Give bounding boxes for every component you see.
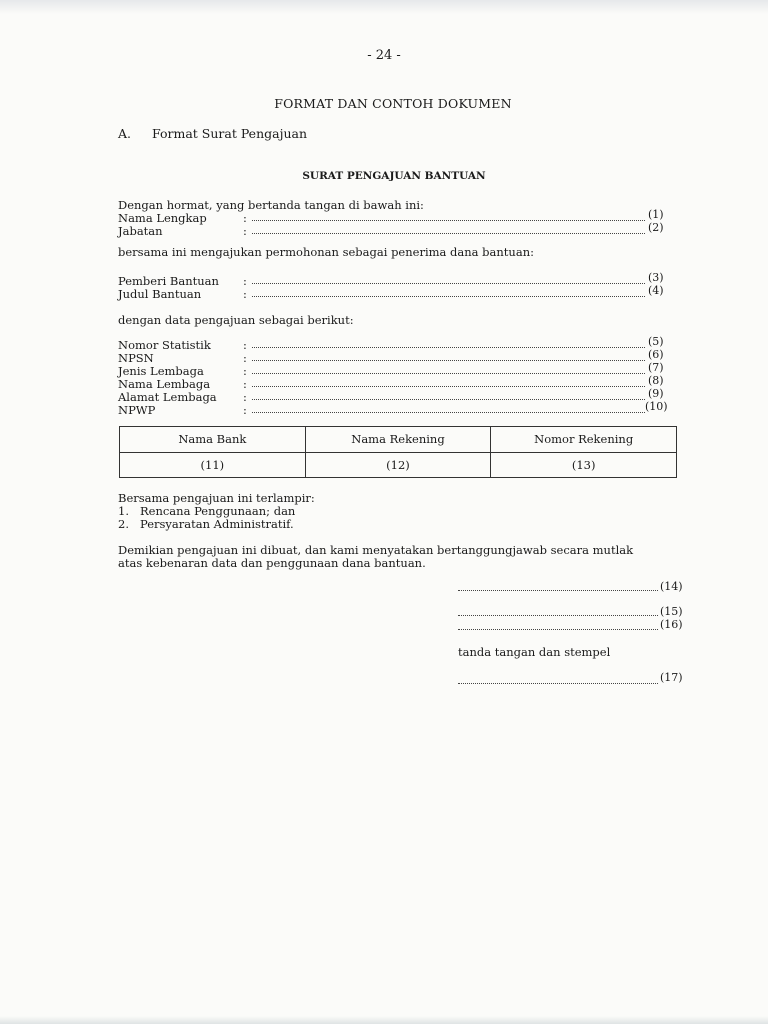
field-label-nama-lengkap: Nama Lengkap bbox=[118, 211, 207, 225]
attachments-heading: Bersama pengajuan ini terlampir: bbox=[118, 491, 315, 505]
field-label-alamat-lembaga: Alamat Lembaga bbox=[118, 390, 217, 404]
scan-top-edge bbox=[0, 0, 768, 14]
field-colon: : bbox=[243, 211, 247, 225]
field-dotted-line-pemberi-bantuan[interactable] bbox=[252, 283, 645, 284]
field-number-6: (6) bbox=[648, 348, 664, 361]
field-label-jenis-lembaga: Jenis Lembaga bbox=[118, 364, 204, 378]
field-colon: : bbox=[243, 403, 247, 417]
table-cell-nomor-rekening[interactable]: (13) bbox=[491, 452, 677, 478]
signature-dotted-line-17[interactable] bbox=[458, 683, 658, 684]
field-colon: : bbox=[243, 338, 247, 352]
field-number-16: (16) bbox=[660, 618, 683, 631]
field-colon: : bbox=[243, 224, 247, 238]
scan-bottom-edge bbox=[0, 1016, 768, 1024]
table-header-nama-rekening: Nama Rekening bbox=[305, 427, 491, 453]
signature-label: tanda tangan dan stempel bbox=[458, 645, 611, 659]
field-label-npwp: NPWP bbox=[118, 403, 156, 417]
field-number-9: (9) bbox=[648, 387, 664, 400]
field-number-14: (14) bbox=[660, 580, 683, 593]
page-number: - 24 - bbox=[367, 48, 401, 63]
table-row bbox=[120, 452, 677, 478]
field-number-2: (2) bbox=[648, 221, 664, 234]
table-header-nama-bank: Nama Bank bbox=[120, 427, 306, 453]
document-title: FORMAT DAN CONTOH DOKUMEN bbox=[274, 96, 512, 111]
field-colon: : bbox=[243, 364, 247, 378]
field-dotted-line-jabatan[interactable] bbox=[252, 233, 645, 234]
field-dotted-line-nomor-statistik[interactable] bbox=[252, 347, 645, 348]
table-header-row bbox=[120, 427, 677, 453]
field-number-1: (1) bbox=[648, 208, 664, 221]
field-dotted-line-judul-bantuan[interactable] bbox=[252, 296, 645, 297]
field-colon: : bbox=[243, 274, 247, 288]
table-cell-nama-bank[interactable]: (11) bbox=[120, 452, 306, 478]
table-header-nomor-rekening: Nomor Rekening bbox=[491, 427, 677, 453]
closing-line-1: Demikian pengajuan ini dibuat, dan kami menyatakan bertanggungjawab secara mutlak bbox=[118, 543, 634, 557]
section-title: Format Surat Pengajuan bbox=[152, 126, 308, 141]
signature-dotted-line-16[interactable] bbox=[458, 629, 658, 630]
field-label-jabatan: Jabatan bbox=[118, 224, 163, 238]
field-label-pemberi-bantuan: Pemberi Bantuan bbox=[118, 274, 219, 288]
intro-text-1: Dengan hormat, yang bertanda tangan di bawah ini: bbox=[118, 198, 424, 212]
field-number-8: (8) bbox=[648, 374, 664, 387]
form-title: SURAT PENGAJUAN BANTUAN bbox=[302, 170, 486, 182]
field-dotted-line-jenis-lembaga[interactable] bbox=[252, 373, 645, 374]
field-number-5: (5) bbox=[648, 335, 664, 348]
intro-text-3: dengan data pengajuan sebagai berikut: bbox=[118, 313, 354, 327]
field-number-10: (10) bbox=[645, 400, 668, 413]
list-item: Persyaratan Administratif. bbox=[140, 517, 294, 531]
field-dotted-line-npwp[interactable] bbox=[252, 412, 645, 413]
field-colon: : bbox=[243, 351, 247, 365]
field-dotted-line-npsn[interactable] bbox=[252, 360, 645, 361]
list-item: Rencana Penggunaan; dan bbox=[140, 504, 296, 518]
signature-dotted-line-15[interactable] bbox=[458, 615, 658, 616]
table-cell-nama-rekening[interactable]: (12) bbox=[305, 452, 491, 478]
intro-text-2: bersama ini mengajukan permohonan sebagai penerima dana bantuan: bbox=[118, 245, 534, 259]
field-label-nomor-statistik: Nomor Statistik bbox=[118, 338, 211, 352]
field-number-4: (4) bbox=[648, 284, 664, 297]
field-colon: : bbox=[243, 377, 247, 391]
list-item-number: 1. bbox=[118, 504, 129, 518]
field-number-7: (7) bbox=[648, 361, 664, 374]
field-number-17: (17) bbox=[660, 671, 683, 684]
field-label-judul-bantuan: Judul Bantuan bbox=[118, 287, 202, 301]
field-dotted-line-alamat-lembaga[interactable] bbox=[252, 399, 645, 400]
list-item-number: 2. bbox=[118, 517, 129, 531]
field-dotted-line-nama-lengkap[interactable] bbox=[252, 220, 645, 221]
closing-line-2: atas kebenaran data dan penggunaan dana bantuan. bbox=[118, 556, 426, 570]
bank-account-table bbox=[119, 426, 677, 478]
field-label-npsn: NPSN bbox=[118, 351, 154, 365]
field-label-nama-lembaga: Nama Lembaga bbox=[118, 377, 211, 391]
section-letter: A. bbox=[118, 126, 132, 141]
field-colon: : bbox=[243, 390, 247, 404]
field-number-15: (15) bbox=[660, 605, 683, 618]
signature-dotted-line-14[interactable] bbox=[458, 590, 658, 591]
field-number-3: (3) bbox=[648, 271, 664, 284]
field-dotted-line-nama-lembaga[interactable] bbox=[252, 386, 645, 387]
field-colon: : bbox=[243, 287, 247, 301]
